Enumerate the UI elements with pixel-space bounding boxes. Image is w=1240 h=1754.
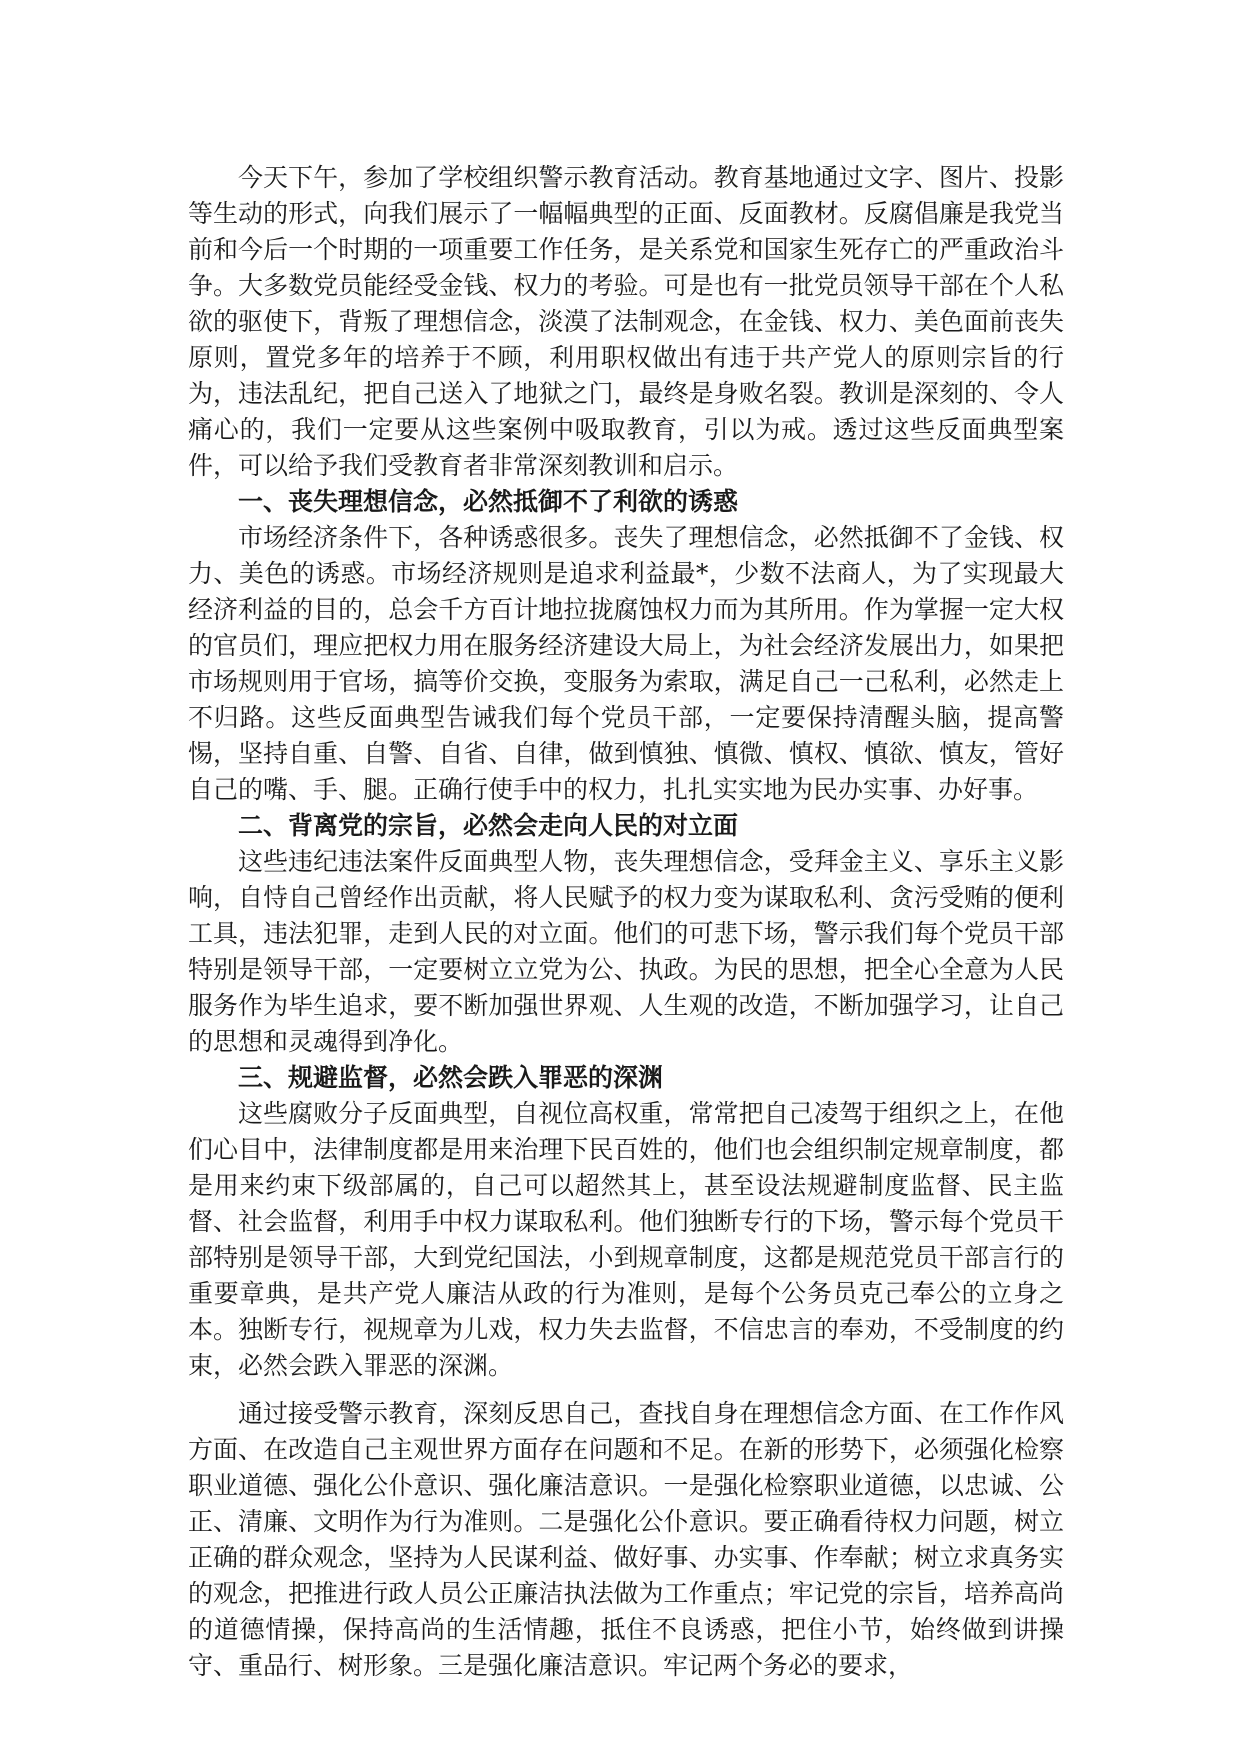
paragraph-spacer xyxy=(188,1384,1064,1396)
document-page xyxy=(188,160,1064,1684)
section-1-paragraph: 市场经济条件下，各种诱惑很多。丧失了理想信念，必然抵御不了金钱、权力、美色的诱惑。市场经济规则是追求利益最*，少数不法商人，为了实现最大经济利益的目的，总会千方百计地拉拢腐蚀权力而为其所用。作为掌握一定大权的官员们，理应把权力用在服务经济建设大局上，为社会经济发展出力，如果把市场规则用于官场，搞等价交换，变服务为索取，满足自己一己私利，必然走上不归路。这些反面典型告诫我们每个党员干部，一定要保持清醒头脑，提高警惕，坚持自重、自警、自省、自律，做到慎独、慎微、慎权、慎欲、慎友，管好自己的嘴、手、腿。正确行使手中的权力，扎扎实实地为民办实事、办好事。 xyxy=(188,523,1064,804)
section-3-paragraph: 这些腐败分子反面典型，自视位高权重，常常把自己凌驾于组织之上，在他们心目中，法律制度都是用来治理下民百姓的，他们也会组织制定规章制度，都是用来约束下级部属的，自己可以超然其上，甚至设法规避制度监督、民主监督、社会监督，利用手中权力谋取私利。他们独断专行的下场，警示每个党员干部特别是领导干部，大到党纪国法，小到规章制度，这都是规范党员干部言行的重要章典，是共产党人廉洁从政的行为准则，是每个公务员克己奉公的立身之本。独断专行，视规章为儿戏，权力失去监督，不信忠言的奉劝，不受制度的约束，必然会跌入罪恶的深渊。 xyxy=(188,1099,1064,1380)
conclusion-paragraph: 通过接受警示教育，深刻反思自己，查找自身在理想信念方面、在工作作风方面、在改造自己主观世界方面存在问题和不足。在新的形势下，必须强化检察职业道德、强化公仆意识、强化廉洁意识。一是强化检察职业道德，以忠诚、公正、清廉、文明作为行为准则。二是强化公仆意识。要正确看待权力问题，树立正确的群众观念，坚持为人民谋利益、做好事、办实事、作奉献；树立求真务实的观念，把推进行政人员公正廉洁执法做为工作重点；牢记党的宗旨，培养高尚的道德情操，保持高尚的生活情趣，抵住不良诱惑，把住小节，始终做到讲操守、重品行、树形象。三是强化廉洁意识。牢记两个务必的要求， xyxy=(188,1399,1064,1680)
section-heading-1: 一、丧失理想信念，必然抵御不了利欲的诱惑 xyxy=(238,487,739,516)
section-2-paragraph: 这些违纪违法案件反面典型人物，丧失理想信念，受拜金主义、享乐主义影响，自恃自己曾经作出贡献，将人民赋予的权力变为谋取私利、贪污受贿的便利工具，违法犯罪，走到人民的对立面。他们的可悲下场，警示我们每个党员干部特别是领导干部，一定要树立立党为公、执政。为民的思想，把全心全意为人民服务作为毕生追求，要不断加强世界观、人生观的改造，不断加强学习，让自己的思想和灵魂得到净化。 xyxy=(188,847,1064,1056)
section-heading-2: 二、背离党的宗旨，必然会走向人民的对立面 xyxy=(238,811,739,840)
intro-paragraph: 今天下午，参加了学校组织警示教育活动。教育基地通过文字、图片、投影等生动的形式，向我们展示了一幅幅典型的正面、反面教材。反腐倡廉是我党当前和今后一个时期的一项重要工作任务，是关系党和国家生死存亡的严重政治斗争。大多数党员能经受金钱、权力的考验。可是也有一批党员领导干部在个人私欲的驱使下，背叛了理想信念，淡漠了法制观念，在金钱、权力、美色面前丧失原则，置党多年的培养于不顾，利用职权做出有违于共产党人的原则宗旨的行为，违法乱纪，把自己送入了地狱之门，最终是身败名裂。教训是深刻的、令人痛心的，我们一定要从这些案例中吸取教育，引以为戒。透过这些反面典型案件，可以给予我们受教育者非常深刻教训和启示。 xyxy=(188,163,1064,480)
section-heading-3: 三、规避监督，必然会跌入罪恶的深渊 xyxy=(238,1063,664,1092)
